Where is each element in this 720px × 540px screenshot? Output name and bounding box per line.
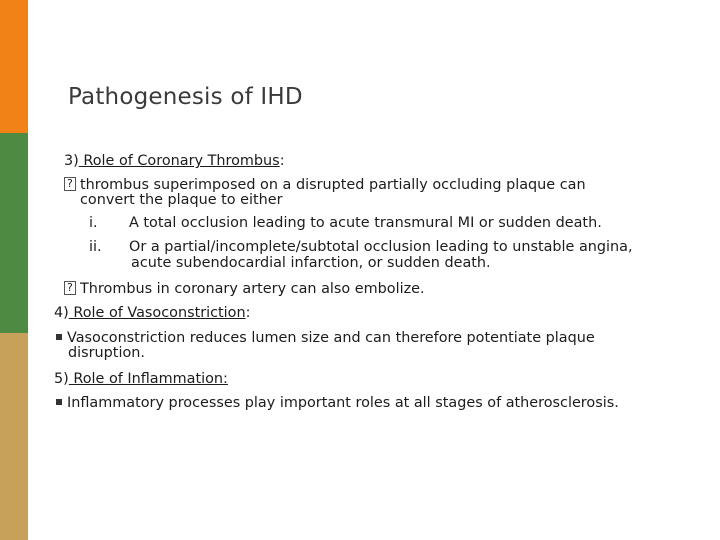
paragraph-text: Thrombus in coronary artery can also embolize.	[80, 281, 425, 297]
list-item-i	[89, 215, 602, 231]
section-3-colon: :	[279, 153, 285, 169]
list-item-ii-line-1	[89, 239, 633, 255]
list-item-ii-line-2: acute subendocardial infarction, or sudden death.	[131, 255, 491, 271]
section-4-colon: :	[245, 305, 251, 321]
section-3-paragraph-1-line-2: convert the plaque to either	[80, 192, 283, 208]
section-3-number: 3)	[64, 153, 79, 169]
square-bullet-icon	[56, 399, 62, 405]
paragraph-text: thrombus superimposed on a disrupted partially occluding plaque can	[80, 177, 586, 193]
sidebar-band-tan	[0, 333, 28, 540]
section-4-heading	[54, 305, 250, 321]
section-5-heading	[54, 371, 228, 387]
section-5-bullet	[56, 395, 619, 411]
section-4-bullet-line-1	[56, 330, 595, 346]
list-item-i-text: A total occlusion leading to acute transmural MI or sudden death.	[129, 215, 602, 231]
section-5-number: 5)	[54, 371, 69, 387]
list-item-ii-text: Or a partial/incomplete/subtotal occlusion leading to unstable angina,	[129, 239, 633, 255]
section-4-bullet-line-2: disruption.	[68, 345, 145, 361]
missing-glyph-icon	[64, 177, 76, 191]
section-3-paragraph-1-line-1	[64, 177, 586, 193]
sidebar-band-green	[0, 133, 28, 333]
bullet-text: Vasoconstriction reduces lumen size and can therefore potentiate plaque	[67, 330, 595, 346]
slide-title: Pathogenesis of IHD	[68, 84, 303, 110]
section-5-title: Role of Inflammation:	[68, 371, 228, 387]
list-marker-ii: ii.	[89, 239, 102, 255]
bullet-text: Inflammatory processes play important roles at all stages of atherosclerosis.	[67, 395, 619, 411]
section-3-paragraph-2	[64, 281, 425, 297]
sidebar-gap	[28, 0, 36, 540]
list-marker-i: i.	[89, 215, 98, 231]
section-4-title: Role of Vasoconstriction	[68, 305, 246, 321]
section-4-number: 4)	[54, 305, 69, 321]
decorative-sidebar	[0, 0, 36, 540]
section-3-title: Role of Coronary Thrombus	[78, 153, 280, 169]
missing-glyph-icon	[64, 281, 76, 295]
sidebar-band-orange	[0, 0, 28, 133]
square-bullet-icon	[56, 334, 62, 340]
section-3-heading	[64, 153, 285, 169]
